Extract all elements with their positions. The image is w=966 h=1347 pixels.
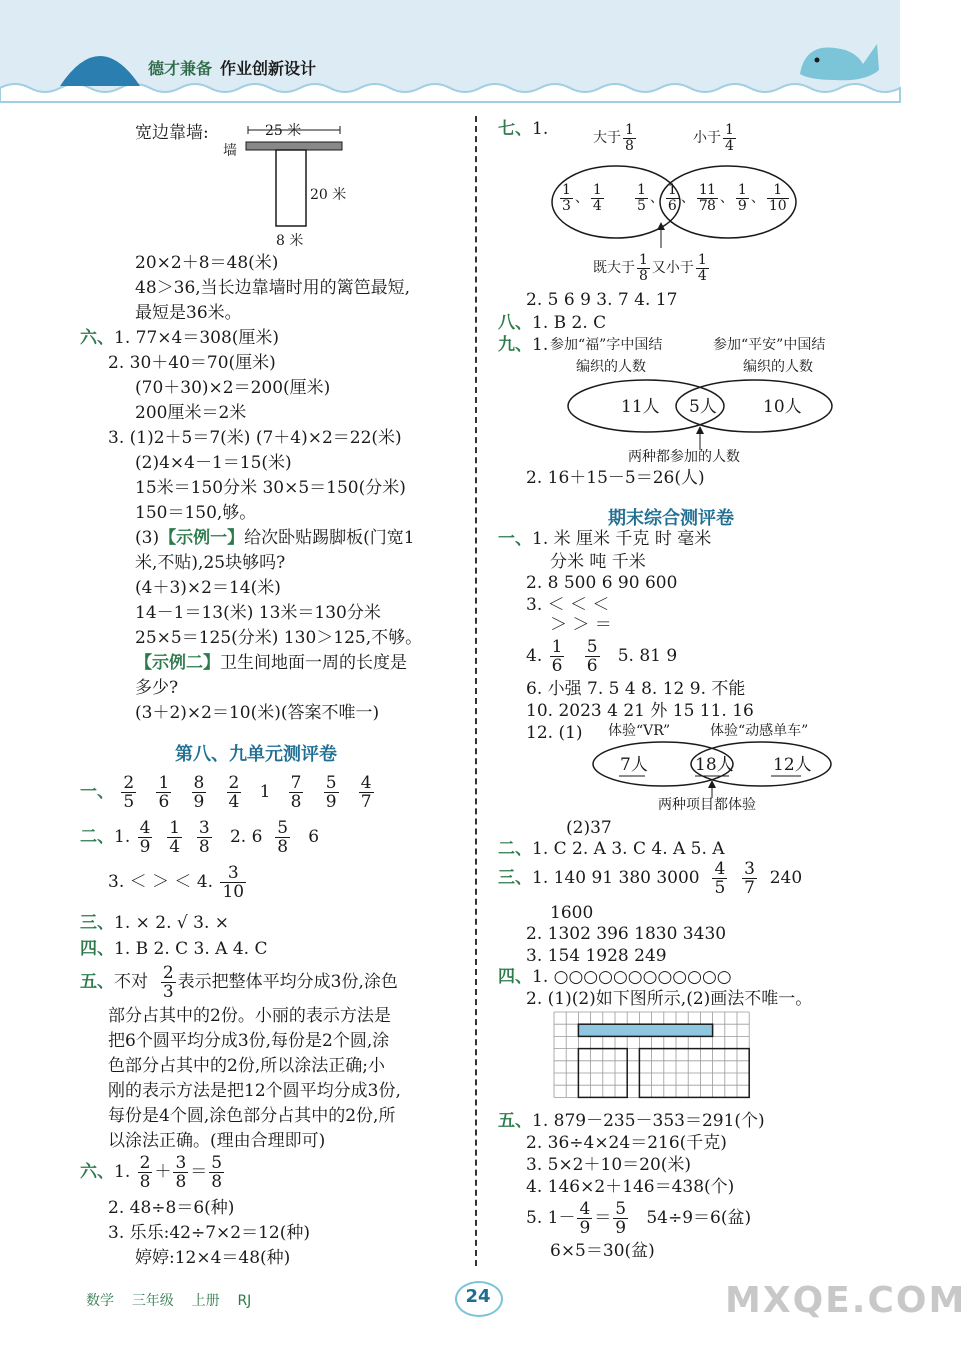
numerator: 3 (744, 859, 755, 879)
numerator: 1 (737, 181, 747, 198)
denominator: 6 (158, 792, 170, 812)
venn3-mid-value: 18人 (695, 755, 734, 775)
venn3-bottom-label: 两种项目都体验 (658, 797, 756, 813)
venn1-bottom-label (593, 248, 711, 288)
answer-line: 多少? (135, 678, 179, 698)
answer-line: 最短是36米。 (135, 303, 242, 323)
final-2-answers (498, 838, 725, 860)
venn1-label-right (693, 118, 738, 158)
denominator: 10 (768, 197, 787, 214)
footer-volume: 上册 (191, 1293, 220, 1309)
denominator: 4 (169, 837, 181, 857)
section-3-answers (80, 912, 229, 934)
answer-line: (2)4×4－1＝15(米) (135, 453, 292, 473)
answer-line: 2. 30＋40＝70(厘米) (108, 353, 276, 373)
label-text: 既大于 (593, 260, 635, 276)
numerator: 1 (667, 181, 677, 198)
fraction (173, 1154, 188, 1191)
venn2-label: 编织的人数 (576, 359, 646, 375)
answer-line: 6. 小强 7. 5 4 8. 12 9. 不能 (526, 679, 746, 699)
section-label: 九、 (498, 335, 532, 355)
denominator: 3 (562, 197, 571, 214)
label-text: 大于 (593, 130, 621, 146)
section-4-answers (80, 938, 268, 960)
fraction (197, 819, 212, 856)
fraction (121, 774, 136, 811)
denominator: 8 (139, 1172, 151, 1192)
label-text: 小于 (693, 130, 721, 146)
denominator: 7 (744, 878, 755, 898)
answer-text: 4. (526, 646, 543, 666)
denominator: 9 (737, 197, 747, 214)
answer-text: 6 (308, 827, 320, 847)
brand-name: 德才兼备 (148, 59, 213, 78)
answer-line: 3. ＜ ＜ ＜ (526, 595, 610, 615)
fraction (560, 183, 573, 214)
answer-line: 1600 (550, 903, 594, 923)
footer-grade: 三年级 (131, 1293, 174, 1309)
numerator: 5 (615, 1199, 627, 1219)
denominator: 8 (639, 267, 648, 284)
example-2-line (135, 652, 407, 674)
answer-line: 48＞36,当长边靠墙时用的篱笆最短, (135, 278, 411, 298)
answer-line: 14－1＝13(米) 13米＝130分米 (135, 603, 381, 623)
denominator: 4 (725, 137, 734, 154)
answer-text: 1. (114, 1162, 131, 1182)
fraction (742, 860, 757, 897)
denominator: 6 (586, 656, 598, 676)
answer-line: 4. 146×2＋146＝438(个) (526, 1177, 735, 1197)
denominator: 6 (667, 197, 677, 214)
answer-line: (3＋2)×2＝10(米)(答案不唯一) (135, 703, 380, 723)
denominator: 4 (592, 197, 602, 214)
denominator: 9 (139, 837, 151, 857)
fraction (635, 183, 648, 214)
answer-line: (4＋3)×2＝14(米) (135, 578, 281, 598)
fraction (591, 183, 604, 214)
answer-text: 5. 81 9 (617, 646, 678, 666)
numerator: 5 (586, 637, 598, 657)
numerator: 1 (697, 251, 707, 268)
fraction (138, 1154, 153, 1191)
answer-text: ＝ (594, 1208, 612, 1228)
denominator: 5 (714, 878, 726, 898)
answer-line: 2. 8 500 6 90 600 (526, 573, 678, 593)
section-9-q1 (498, 334, 548, 356)
numerator: 5 (211, 1153, 223, 1173)
final-4-q1 (498, 966, 732, 988)
venn2-bottom-label: 两种都参加的人数 (628, 449, 740, 465)
final-1-q4 (526, 636, 677, 676)
section-2-line2 (108, 862, 248, 902)
venn2-left-value: 11人 (621, 397, 660, 417)
answer-text: 3. ＜ ＞ ＜ 4. (108, 872, 214, 892)
numerator: 3 (175, 1153, 187, 1173)
answer-text: 表示把整体平均分成3份,涂色 (177, 972, 398, 992)
denominator: 8 (211, 1172, 223, 1192)
answer-line: 20×2＋8＝48(米) (135, 253, 279, 273)
answer-text: 1. B 2. C (532, 313, 607, 333)
page-footer (86, 1290, 251, 1310)
answer-line: 6×5＝30(盆) (550, 1241, 655, 1261)
denominator: 4 (228, 792, 240, 812)
answer-line: 2. 36÷4×24＝216(千克) (526, 1133, 727, 1153)
answer-text: 2. 6 (229, 827, 263, 847)
answer-text: 1. 140 91 380 3000 (532, 868, 700, 888)
watermark: MXQE.COM (725, 1280, 966, 1321)
denominator: 7 (698, 197, 708, 214)
numerator: 1 (625, 121, 634, 138)
section-5-line1 (80, 962, 398, 1002)
fraction (192, 774, 207, 811)
venn1-label-left (593, 118, 638, 158)
numerator: 1 (725, 121, 734, 138)
answer-text: 5. 1－ (526, 1208, 576, 1228)
fraction (623, 123, 636, 154)
numerator: 1 (707, 181, 716, 198)
venn1-left-values: $\frac{1}{3}$ 、 $\frac{1}{4}$ (562, 181, 602, 214)
answer-text: (3) (135, 528, 160, 548)
numerator: 5 (325, 773, 337, 793)
answer-text: 1 (259, 782, 271, 802)
section-7-q1 (498, 118, 548, 140)
section-label: 四、 (498, 967, 532, 987)
example-tag: 【示例二】 (135, 653, 220, 673)
section-6b-q1: 六、1. $\frac{2}{8}$ ＋ $\frac{3}{8}$ ＝ $\frac{5}{8}$ (80, 1153, 223, 1192)
denominator: 3 (162, 982, 174, 1002)
answer-text: 1. 77×4＝308(厘米) (114, 328, 280, 348)
section-6-q1 (80, 327, 279, 349)
answer-text: 1. B 2. C 3. A 4. C (114, 939, 268, 959)
numerator: 1 (592, 181, 602, 198)
numerator: 2 (139, 1153, 151, 1173)
answer-line: 2. 48÷8＝6(种) (108, 1198, 235, 1218)
venn1-right-values: $\frac{1}{8}$ 、 $\frac{1}{9}$ 、 $\frac{1}{10}$ (707, 181, 787, 214)
denominator: 8 (625, 137, 634, 154)
section-label: 八、 (498, 313, 532, 333)
denominator: 9 (615, 1218, 627, 1238)
section-label: 四、 (80, 939, 114, 959)
denominator: 8 (175, 1172, 187, 1192)
final-test-title: 期末综合测评卷 (608, 508, 734, 529)
answer-line: 分米 吨 千米 (550, 552, 646, 572)
final-5-q5 (526, 1198, 751, 1238)
numerator: 1 (767, 183, 789, 199)
denominator: 5 (637, 197, 646, 214)
venn1-mid-values: $\frac{1}{5}$ 、 $\frac{1}{6}$ 、 $\frac{1}{7}$ (637, 181, 708, 214)
numerator: 2 (162, 963, 174, 983)
final-5-q1 (498, 1110, 765, 1132)
fraction (666, 183, 679, 214)
numerator: 4 (360, 773, 372, 793)
fraction (736, 183, 749, 214)
final-3-q1 (498, 858, 802, 898)
answer-line: 150＝150,够。 (135, 503, 257, 523)
denominator: 9 (325, 792, 337, 812)
final-1-q1 (498, 528, 711, 550)
denominator: 9 (193, 792, 205, 812)
answer-line: 2. 5 6 9 3. 7 4. 17 (526, 290, 678, 310)
fraction (637, 253, 650, 284)
denominator: 8 (707, 197, 716, 214)
section-label: 六、 (80, 328, 114, 348)
venn3-label: 体验“动感单车” (710, 723, 809, 739)
answer-line: 部分占其中的2份。小丽的表示方法是 (108, 1006, 391, 1026)
numerator: 1 (562, 181, 571, 198)
answer-line: 米,不贴),25块够吗? (135, 553, 286, 573)
answer-text: 1. × 2. √ 3. × (114, 913, 229, 933)
answer-text: 给次卧贴踢脚板(门宽1 (244, 528, 415, 548)
numerator: 1 (551, 637, 563, 657)
numerator: 2 (228, 773, 240, 793)
whale-icon (795, 34, 885, 84)
venn3-right-value: 12人 (773, 755, 812, 775)
fraction (696, 253, 709, 284)
fraction (723, 123, 736, 154)
answer-line: 3. 5×2＋10＝20(米) (526, 1155, 692, 1175)
section-label: 三、 (498, 868, 532, 888)
fraction (585, 638, 600, 675)
page-header (0, 0, 900, 100)
fraction (138, 819, 153, 856)
answer-text: 1. (114, 827, 131, 847)
answer-line: 色部分占其中的2份,所以涂法正确;小 (108, 1056, 385, 1076)
answer-text: 240 (769, 868, 803, 888)
answer-line: 12. (1) (526, 723, 583, 743)
wall-word: 墙 (223, 143, 237, 159)
numerator: 8 (193, 773, 205, 793)
answer-text: 54÷9＝6(盆) (646, 1208, 752, 1228)
numerator: 3 (220, 864, 246, 883)
numerator: 3 (198, 818, 210, 838)
venn3-label: 体验“VR” (608, 723, 671, 739)
numerator: 1 (698, 181, 708, 198)
grid-svg (553, 1011, 749, 1097)
venn3-left-value: 7人 (620, 755, 648, 775)
numerator: 5 (277, 818, 289, 838)
section-2-answers (80, 817, 319, 857)
answer-line: 把6个圆平均分成3份,每份是2个圆,涂 (108, 1031, 390, 1051)
fraction (220, 864, 246, 901)
denominator: 4 (697, 267, 707, 284)
answer-text: 1. 879－235－353＝291(个) (532, 1111, 765, 1131)
answer-text: 1. ○○○○○○○○○○○○ (532, 967, 732, 987)
section-label: 五、 (80, 972, 114, 992)
answer-text: 1. (532, 119, 549, 139)
answer-line: 25×5＝125(分米) 130＞125,不够。 (135, 628, 423, 648)
answer-line: 15米＝150分米 30×5＝150(分米) (135, 478, 406, 498)
section-label: 一、 (498, 529, 532, 549)
section-label: 二、 (498, 839, 532, 859)
numerator: 4 (139, 818, 151, 838)
brand-subtitle: 作业创新设计 (220, 59, 317, 78)
hill-icon (60, 36, 140, 86)
footer-subject: 数学 (86, 1293, 114, 1309)
fraction (289, 774, 304, 811)
wall-label: 宽边靠墙: (135, 123, 209, 143)
answer-line: ＞ ＞ ＝ (550, 615, 612, 635)
section-label: 五、 (498, 1111, 532, 1131)
answer-line: 200厘米＝2米 (135, 403, 247, 423)
example-tag: 【示例一】 (159, 528, 245, 548)
venn2-mid-value: 5人 (689, 397, 717, 417)
fraction (577, 1200, 592, 1237)
numerator: 4 (714, 859, 726, 879)
venn2-label: 编织的人数 (743, 359, 813, 375)
answer-line: 以涂法正确。(理由合理即可) (108, 1131, 326, 1151)
answer-line: 刚的表示方法是把12个圆平均分成3份, (108, 1081, 401, 1101)
section-label: 一、 (80, 782, 114, 802)
dim-bottom: 8 米 (276, 233, 304, 249)
fraction (275, 819, 290, 856)
section-1-answers (80, 772, 376, 812)
denominator: 8 (198, 837, 210, 857)
denominator: 5 (123, 792, 135, 812)
fraction (167, 819, 182, 856)
venn2-label: 参加“平安”中国结 (713, 337, 826, 353)
fraction (767, 183, 789, 214)
fraction (613, 1200, 628, 1237)
fraction (705, 183, 718, 214)
answer-line: 2. (1)(2)如下图所示,(2)画法不唯一。 (526, 989, 813, 1009)
footer-edition: RJ (237, 1293, 252, 1309)
numerator: 1 (158, 773, 170, 793)
venn2-label: 参加“福”字中国结 (550, 337, 663, 353)
numerator: 4 (579, 1199, 591, 1219)
numerator: 1 (639, 251, 648, 268)
answer-line: 3. (1)2＋5＝7(米) (7＋4)×2＝22(米) (108, 428, 402, 448)
answer-line: 每份是4个圆,涂色部分占其中的2份,所 (108, 1106, 396, 1126)
section-8-answers (498, 312, 606, 334)
denominator: 7 (360, 792, 372, 812)
section-label: 三、 (80, 913, 114, 933)
brand-title (148, 56, 316, 79)
numerator: 7 (290, 773, 302, 793)
fraction (156, 774, 171, 811)
section-label: 二、 (80, 827, 114, 847)
answer-text: 1. 米 厘米 千克 时 毫米 (532, 529, 712, 549)
label-text: 又小于 (651, 260, 694, 276)
dim-top: 25 米 (265, 123, 302, 139)
numerator: 1 (637, 181, 646, 198)
denominator: 8 (290, 792, 302, 812)
answer-line: (2)37 (566, 818, 612, 838)
numerator: 2 (123, 773, 135, 793)
fraction (227, 774, 242, 811)
fraction (550, 638, 565, 675)
fraction (712, 860, 727, 897)
answer-line: 2. 1302 396 1830 3430 (526, 924, 727, 944)
grid-figure (553, 1011, 749, 1101)
section-label: 七、 (498, 119, 532, 139)
fraction (324, 774, 339, 811)
unit-8-9-title: 第八、九单元测评卷 (175, 744, 337, 765)
answer-line: 10. 2023 4 21 外 15 11. 16 (526, 701, 754, 721)
dim-right: 20 米 (310, 187, 347, 203)
denominator: 9 (579, 1218, 591, 1238)
answer-line: 3. 乐乐:42÷7×2＝12(种) (108, 1223, 310, 1243)
venn2-right-value: 10人 (763, 397, 802, 417)
example-1-line (135, 527, 415, 549)
section-label: 六、 (80, 1162, 114, 1182)
denominator: 8 (277, 837, 289, 857)
answer-line: (70＋30)×2＝200(厘米) (135, 378, 331, 398)
column-divider (475, 116, 477, 1266)
denominator: 10 (222, 882, 245, 902)
fraction (359, 774, 374, 811)
fraction (209, 1154, 224, 1191)
page-number: 24 (455, 1279, 501, 1315)
numerator: 1 (169, 818, 181, 838)
answer-text: 不对 (114, 972, 148, 992)
answer-text: 1. (532, 335, 549, 355)
answer-line: 2. 16＋15－5＝26(人) (526, 468, 705, 488)
answer-line: 婷婷:12×4＝48(种) (135, 1248, 291, 1268)
denominator: 6 (551, 656, 563, 676)
shaded-rectangle (578, 1024, 712, 1036)
answer-text: 卫生间地面一周的长度是 (220, 653, 407, 673)
fraction (161, 964, 176, 1001)
answer-text: 1. C 2. A 3. C 4. A 5. A (532, 839, 725, 859)
answer-line: 3. 154 1928 249 (526, 946, 667, 966)
